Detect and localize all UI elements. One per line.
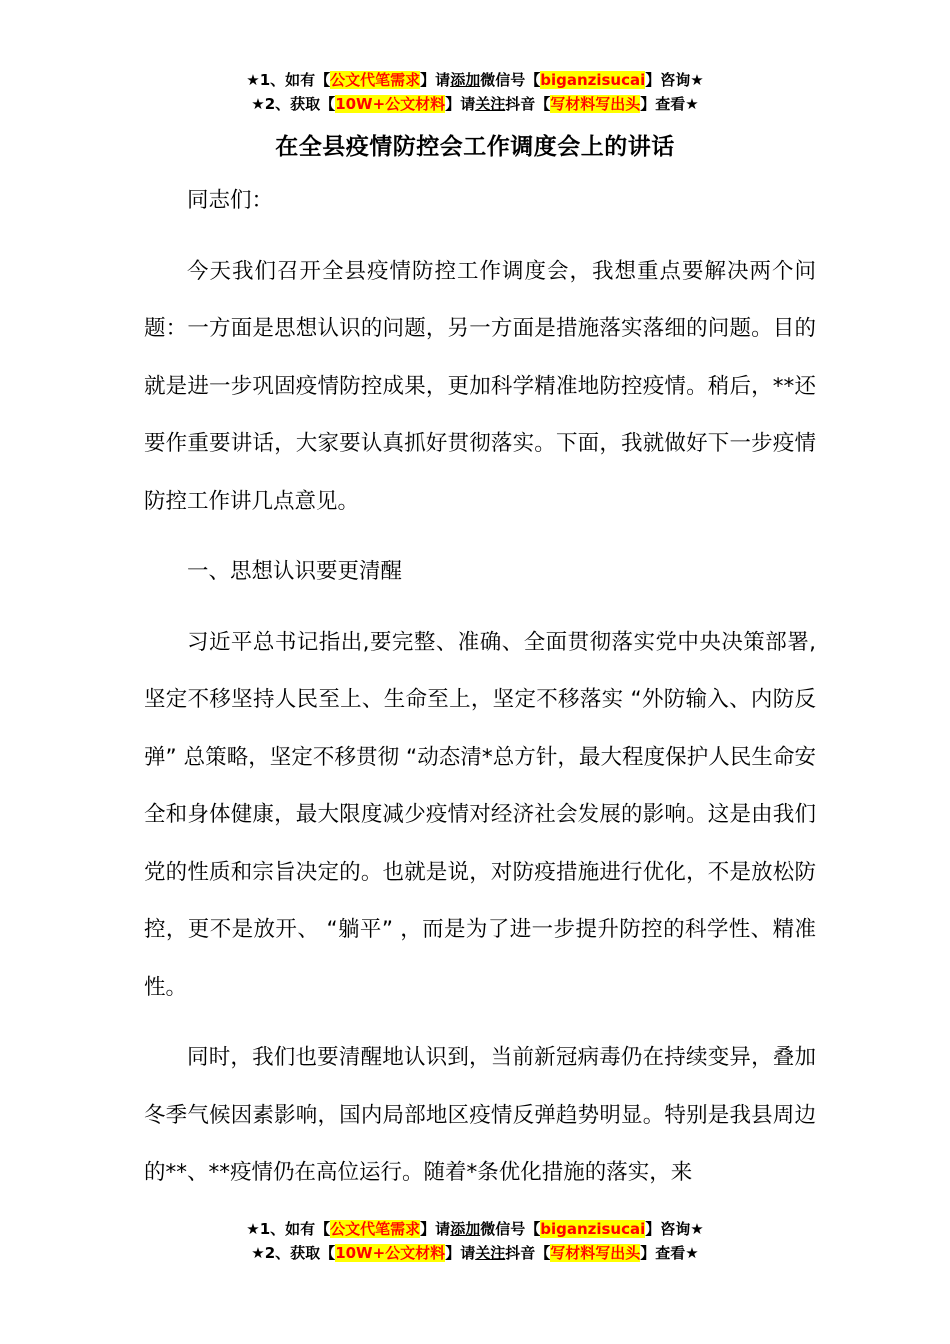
document-title: 在全县疫情防控会工作调度会上的讲话 <box>275 134 675 160</box>
banner-text: 抖音【 <box>505 95 551 113</box>
top-banner <box>0 68 950 116</box>
banner-text: ★2、获取【 <box>251 95 336 113</box>
banner-highlight: 写材料写出头 <box>550 95 641 113</box>
banner-text: ★1、如有【 <box>246 71 331 89</box>
banner-line-2 <box>0 1241 950 1265</box>
banner-text: 】请 <box>420 71 451 89</box>
banner-highlight: 写材料写出头 <box>550 1244 641 1262</box>
banner-text: 微信号【 <box>480 71 541 89</box>
banner-text: 抖音【 <box>505 1244 551 1262</box>
banner-underlined: 关注 <box>475 1244 506 1262</box>
paragraph: 今天我们召开全县疫情防控工作调度会，我想重点要解决两个问题：一方面是思想认识的问题，另一方面是措施落实落细的问题。目的就是进一步巩固疫情防控成果，更加科学精准地防控疫情。稍后，**还要作重要讲话，大家要认真抓好贯彻落实。下面，我就做好下一步疫情防控工作讲几点意见。 <box>144 258 816 514</box>
banner-text: 】咨询★ <box>645 71 704 89</box>
salutation: 同志们： <box>187 188 274 213</box>
banner-text: 】请 <box>445 1244 476 1262</box>
banner-text: 】查看★ <box>640 1244 699 1262</box>
document-body <box>144 172 816 1202</box>
bottom-banner <box>0 1217 950 1265</box>
section-heading: 一、思想认识要更清醒 <box>187 559 403 584</box>
banner-highlight: biganzisucai <box>540 1220 646 1238</box>
banner-text: 微信号【 <box>480 1220 541 1238</box>
banner-line-1 <box>0 68 950 92</box>
banner-underlined: 添加 <box>450 71 481 89</box>
banner-text: 】请 <box>420 1220 451 1238</box>
banner-highlight: 10W+公文材料 <box>335 1244 446 1262</box>
banner-underlined: 添加 <box>450 1220 481 1238</box>
banner-line-1 <box>0 1217 950 1241</box>
paragraph: 同时，我们也要清醒地认识到，当前新冠病毒仍在持续变异，叠加冬季气候因素影响，国内局部地区疫情反弹趋势明显。特别是我县周边的**、**疫情仍在高位运行。随着*条优化措施的落实，来 <box>144 1045 816 1185</box>
banner-underlined: 关注 <box>475 95 506 113</box>
banner-highlight: 公文代笔需求 <box>330 1220 421 1238</box>
banner-text: 】咨询★ <box>645 1220 704 1238</box>
banner-text: ★1、如有【 <box>246 1220 331 1238</box>
banner-text: 】查看★ <box>640 95 699 113</box>
banner-highlight: biganzisucai <box>540 71 646 89</box>
banner-text: 】请 <box>445 95 476 113</box>
banner-text: ★2、获取【 <box>251 1244 336 1262</box>
banner-highlight: 10W+公文材料 <box>335 95 446 113</box>
banner-line-2 <box>0 92 950 116</box>
banner-highlight: 公文代笔需求 <box>330 71 421 89</box>
paragraph: 习近平总书记指出,要完整、准确、全面贯彻落实党中央决策部署,坚定不移坚持人民至上、生命至上，坚定不移落实 “外防输入、内防反弹” 总策略，坚定不移贯彻 “动态清*总方针，最大程度保护人民生命安全和身体健康，最大限度减少疫情对经济社会发展的影响。这是由我们党的性质和宗旨决定的。也就是说，对防疫措施进行优化，不是放松防控，更不是放开、 “躺平” ，而是为了进一步提升防控的科学性、精准性。 <box>144 629 816 1000</box>
